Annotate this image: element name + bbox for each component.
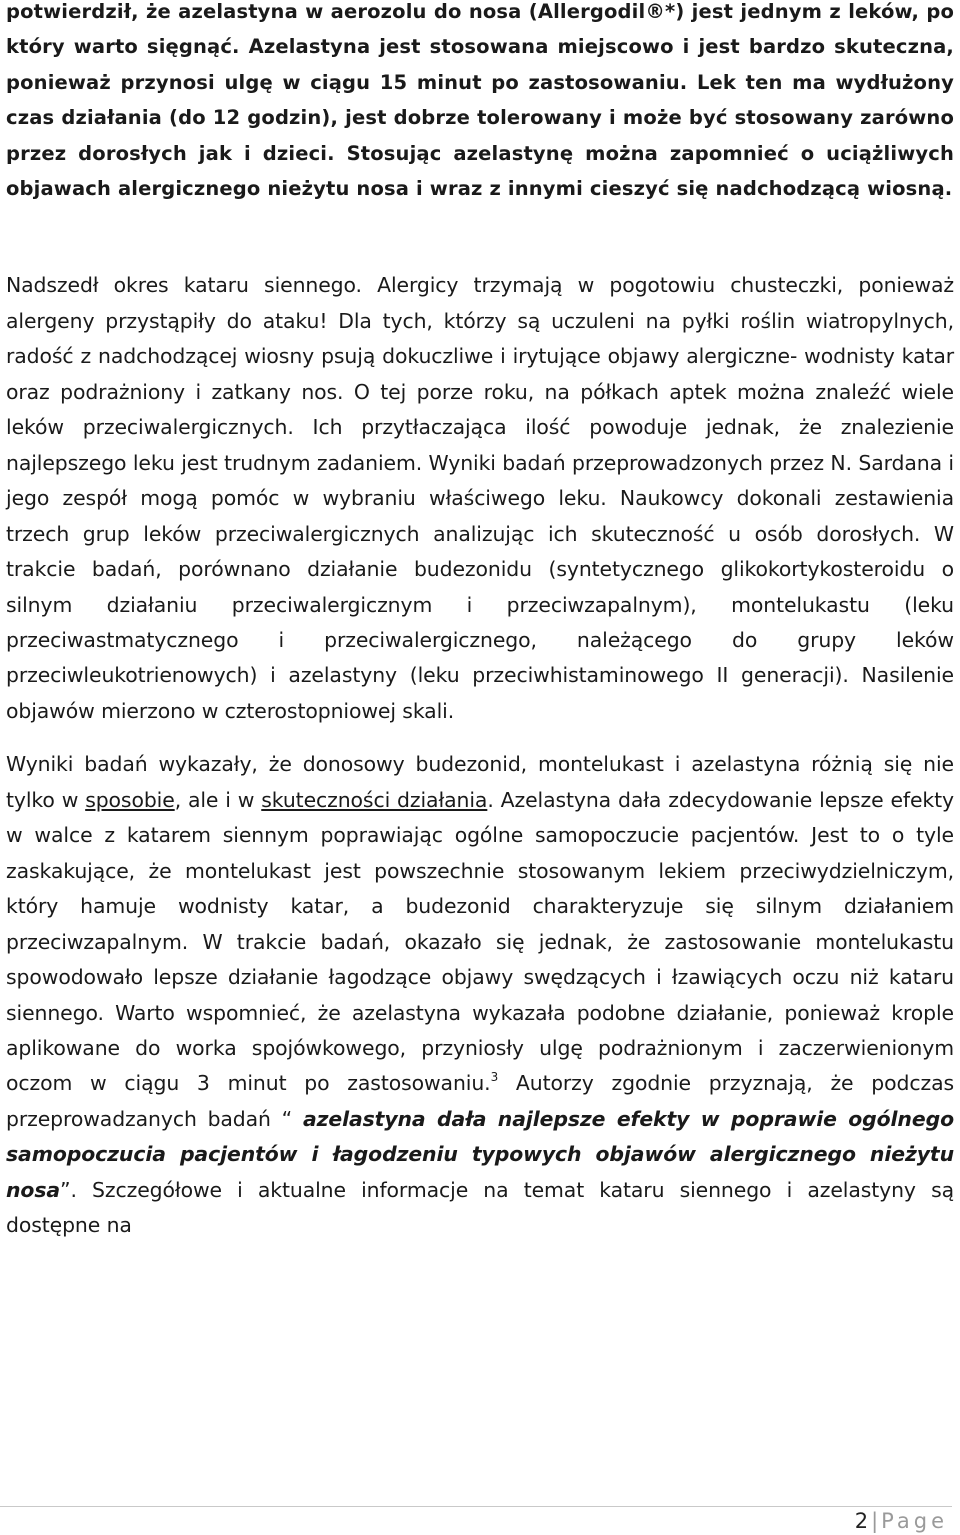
- results-text-2: , ale i w: [174, 787, 262, 812]
- page-number-label: [855, 1509, 948, 1533]
- footer-separator: |: [871, 1509, 879, 1533]
- footer-divider: [0, 1506, 952, 1507]
- page-footer: [0, 1506, 960, 1535]
- results-text-1: Wyniki badań wykazały, że donosowy budezonid, montelukast i azelastyna różnią się nie tylko w: [6, 752, 954, 812]
- page-word: Page: [881, 1509, 948, 1533]
- paragraph-hay-fever-study: Nadszedł okres kataru siennego. Alergicy trzymają w pogotowiu chusteczki, ponieważ alergeny przystąpiły do ataku! Dla tych, którzy są uczuleni na pyłki roślin wiatropylnych, radość z nadchodzącej wiosny psują dokuczliwe i irytujące objawy alergiczne- wodnisty katar oraz podrażniony i zatkany nos. O tej porze roku, na półkach aptek można znaleźć wiele leków przeciwalergicznych. Ich przytłaczająca ilość powoduje jednak, że znalezienie najlepszego leku jest trudnym zadaniem. Wyniki badań przeprowadzonych przez N. Sardana i jego zespół mogą pomóc w wybraniu właściwego leku. Naukowcy dokonali zestawienia trzech grup leków przeciwalergicznych analizując ich skuteczność u osób dorosłych. W trakcie badań, porównano działanie budezonidu (syntetycznego glikokortykosteroidu o silnym działaniu przeciwalergicznym i przeciwzapalnym), montelukastu (leku przeciwastmatycznego i przeciwalergicznego, należącego do grupy leków przeciwleukotrienowych) i azelastyny (leku przeciwhistaminowego II generacji). Nasilenie objawów mierzono w czterostopniowej skali.: [6, 273, 954, 723]
- footnote-marker: 3: [490, 1070, 499, 1085]
- results-text-4: Autorzy zgodnie przyznają, że podczas przeprowadzanych badań “: [6, 1071, 954, 1131]
- results-text-5: ”. Szczegółowe i aktualne informacje na temat kataru siennego i azelastyny są dostępne na: [6, 1177, 954, 1238]
- results-emphasis: azelastyna dała najlepsze efekty w poprawie ogólnego samopoczucia pacjentów i łagodzeniu typowych objawów alergicznego nieżytu nosa: [6, 1106, 954, 1202]
- link-skutecznosci-dzialania[interactable]: skuteczności działania: [261, 787, 488, 812]
- results-text-3: . Azelastyna dała zdecydowanie lepsze efekty w walce z katarem siennym poprawiając ogólne samopoczucie pacjentów. Jest to o tyle zaskakujące, że montelukast jest powszechnie stosowanym lekiem przeciwydzielniczym, który hamuje wodnisty katar, a budezonid charakteryzuje się silnym działaniem przeciwzapalnym. W trakcie badań, okazało się jednak, że zastosowanie montelukastu spowodowało lepsze działanie łagodzące objawy swędzących i łzawiących oczu niż kataru siennego. Warto wspomnieć, że azelastyna wykazała podobne działanie, ponieważ krople aplikowane do worka spojówkowego, przyniosły ulgę podrażnionym i zaczerwienionym oczom w ciągu 3 minut po zastosowaniu.: [6, 787, 954, 1096]
- page-number: 2: [854, 1509, 869, 1533]
- paragraph-study-results: [6, 747, 954, 1243]
- link-sposobie[interactable]: sposobie: [85, 787, 175, 812]
- document-page: [6, 0, 954, 1244]
- paragraph-azelastine-summary: potwierdził, że azelastyna w aerozolu do nosa (Allergodil®*) jest jednym z leków, po który warto sięgnąć. Azelastyna jest stosowana miejscowo i jest bardzo skuteczna, ponieważ przynosi ulgę w ciągu 15 minut po zastosowaniu. Lek ten ma wydłużony czas działania (do 12 godzin), jest dobrze tolerowany i może być stosowany zarówno przez dorosłych jak i dzieci. Stosując azelastynę można zapomnieć o uciążliwych objawach alergicznego nieżytu nosa i wraz z innymi cieszyć się nadchodzącą wiosną.: [6, 0, 954, 201]
